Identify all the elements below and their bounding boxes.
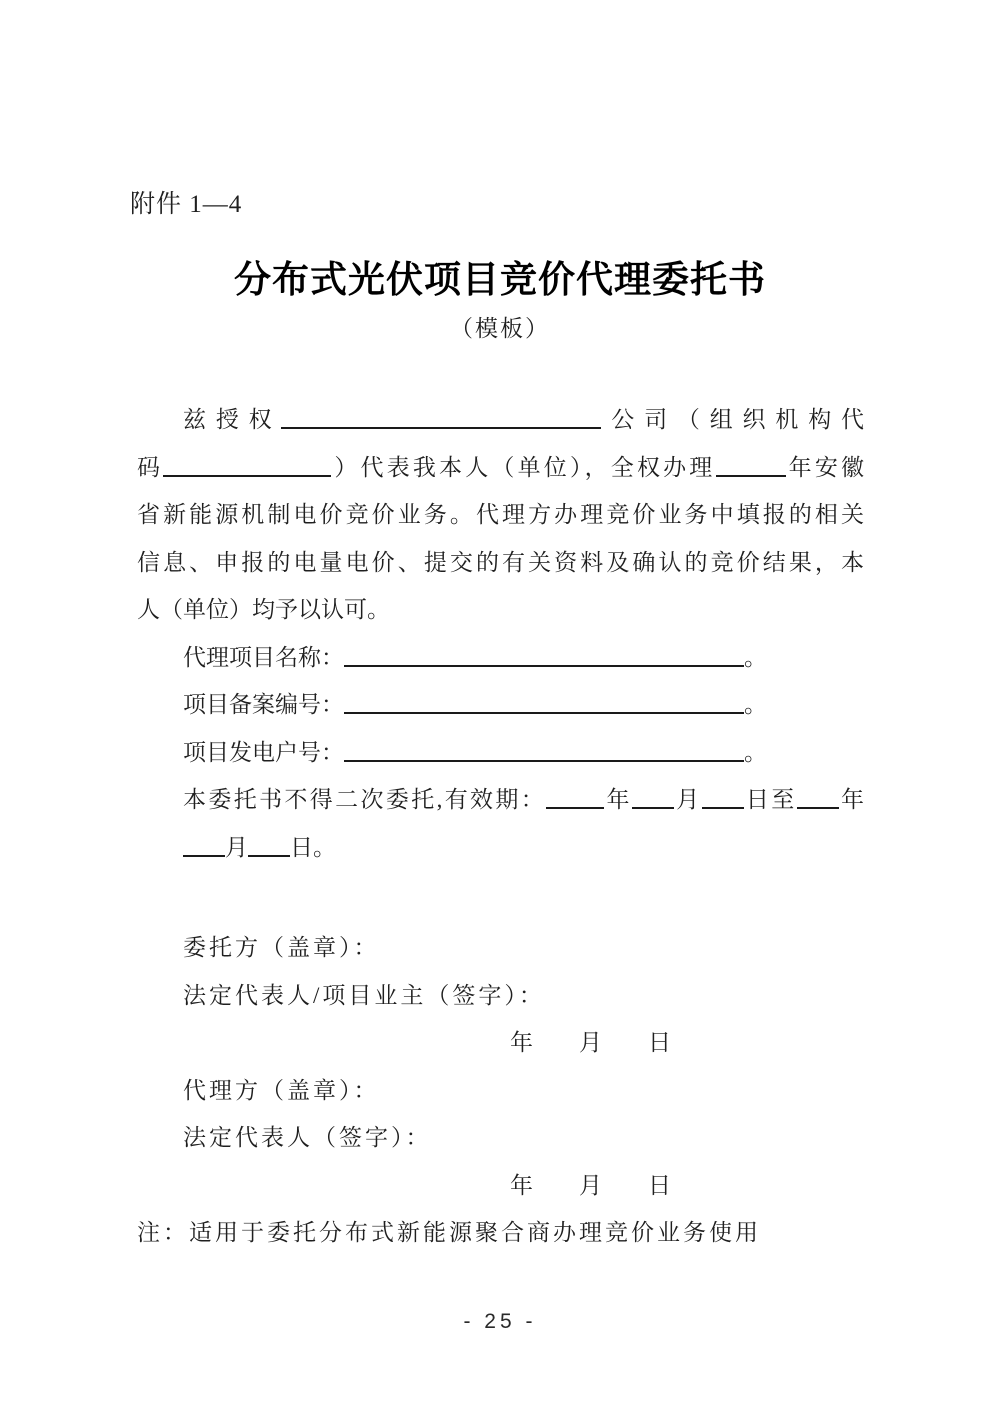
authorization-line-1	[137, 396, 864, 444]
client-sign-line: 法定代表人/项目业主（签字）：	[183, 982, 545, 1008]
blank-generation-account	[344, 758, 744, 762]
agent-seal-line: 代理方（盖章）：	[183, 1077, 380, 1103]
blank-project-name	[344, 663, 744, 667]
authorization-line-3: 省新能源机制电价竞价业务。代理方办理竞价业务中填报的相关	[137, 502, 864, 527]
usage-note: 注：适用于委托分布式新能源聚合商办理竞价业务使用	[137, 1220, 761, 1245]
authorization-line-2	[137, 444, 864, 492]
field-project-name-label: 代理项目名称：	[183, 644, 344, 670]
client-seal-line: 委托方（盖章）：	[183, 935, 380, 960]
blank-start-year	[546, 805, 604, 809]
field-generation-account-label: 项目发电户号：	[183, 739, 344, 765]
page-title: 分布式光伏项目竞价代理委托书	[234, 259, 766, 300]
field-project-name	[137, 634, 864, 682]
blank-end-year	[797, 805, 839, 809]
field-generation-account	[137, 729, 864, 777]
authorization-line-4: 信息、申报的电量电价、提交的有关资料及确认的竞价结果，本	[137, 549, 864, 575]
validity-prefix: 本委托书不得二次委托,有效期：	[183, 787, 547, 812]
agent-date-line: 年 月 日	[510, 1172, 671, 1198]
field-record-number-label: 项目备案编号：	[183, 692, 344, 717]
authorization-line-5: 人（单位）均予以认可。	[137, 597, 390, 622]
field-record-number-suffix: 。	[744, 692, 767, 717]
blank-start-month	[632, 805, 674, 809]
validity-day2-end-label: 日。	[290, 834, 336, 860]
authorization-line-2-pre: 码	[137, 454, 164, 480]
validity-month2-label: 月	[225, 834, 248, 860]
authorization-line-1-post: 公司（组织机构代	[601, 407, 865, 432]
field-project-name-suffix: 。	[744, 644, 767, 670]
blank-company-name	[281, 425, 601, 429]
authorization-line-2-post: 年安徽	[785, 454, 865, 480]
section-gap	[137, 871, 864, 924]
document-body	[137, 396, 864, 1257]
validity-year1-label: 年	[604, 787, 632, 812]
client-date-line: 年 月 日	[510, 1030, 671, 1055]
page-subtitle: （模板）	[450, 316, 550, 341]
page-number: - 25 -	[463, 1310, 537, 1333]
validity-line-1	[137, 776, 864, 824]
validity-month1-label: 月	[673, 787, 702, 812]
agent-sign-line: 法定代表人（签字）：	[183, 1125, 432, 1150]
authorization-line-2-mid: ）代表我本人（单位），全权办理	[331, 454, 716, 480]
field-record-number	[137, 681, 864, 729]
blank-start-day	[702, 805, 744, 809]
blank-record-number	[344, 710, 744, 714]
blank-end-month	[183, 853, 225, 857]
field-generation-account-suffix: 。	[744, 739, 767, 765]
validity-year2-label: 年	[838, 787, 865, 812]
blank-org-code	[163, 473, 331, 477]
attachment-label: 附件 1—4	[130, 191, 243, 218]
authorization-line-1-pre: 兹授权	[183, 407, 282, 432]
blank-bidding-year	[716, 473, 786, 477]
blank-end-day	[248, 853, 290, 857]
validity-day1-to-label: 日至	[743, 787, 797, 812]
validity-line-2	[137, 824, 864, 872]
